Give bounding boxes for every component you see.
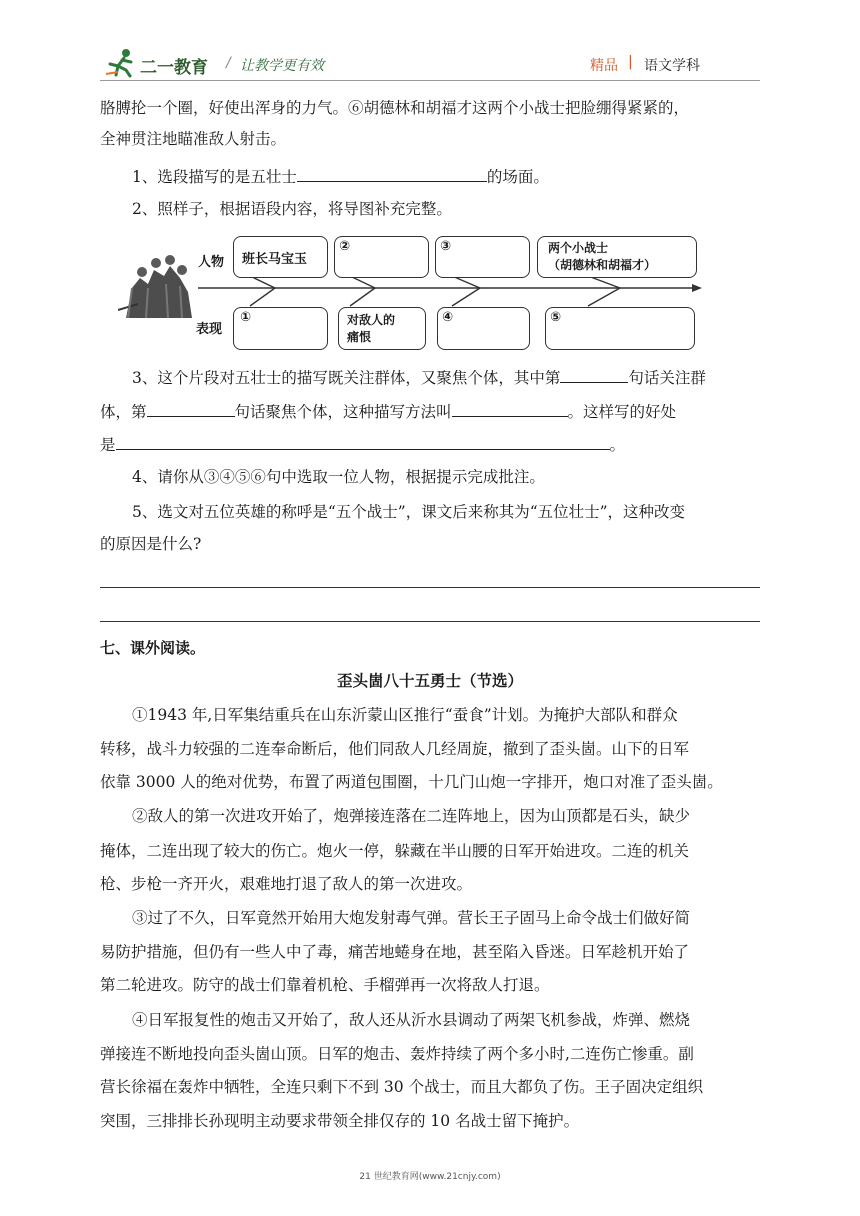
question-3-text: 句话关注群: [628, 369, 706, 387]
logo-icon: [104, 48, 138, 78]
intro-line-2: 全神贯注地瞄准敌人射击。: [100, 130, 287, 148]
answer-blank[interactable]: [297, 165, 487, 182]
passage-line: 掩体，二连出现了较大的伤亡。炮火一停，躲藏在半山腰的日军开始进攻。二连的机关: [100, 842, 690, 860]
question-4: 4、请你从③④⑤⑥句中选取一位人物，根据提示完成批注。: [132, 468, 545, 486]
question-3-text: 是: [100, 436, 116, 454]
passage-line: 枪、步枪一齐开火，艰难地打退了敌人的第一次进攻。: [100, 875, 473, 893]
logo-text: 二一教育: [140, 58, 208, 78]
answer-line-2[interactable]: [100, 621, 760, 622]
question-5-line-1: 5、选文对五位英雄的称呼是“五个战士”，课文后来称其为“五位壮士”，这种改变: [132, 503, 686, 521]
passage-title: 歪头崮八十五勇士（节选）: [336, 672, 523, 690]
section-heading: 七、课外阅读。: [100, 639, 206, 657]
question-3-text: 3、这个片段对五壮士的描写既关注群体，又聚焦个体，其中第: [132, 369, 561, 387]
answer-blank[interactable]: [452, 400, 568, 417]
answer-blank[interactable]: [560, 366, 628, 383]
footer: 21 世纪教育网(www.21cnjy.com): [359, 1172, 501, 1182]
question-3-text: 体，第: [100, 403, 147, 421]
question-3-line-3: [100, 433, 625, 456]
box-bottom-1[interactable]: ①: [233, 307, 328, 350]
passage-line: 突围，三排排长孙现明主动要求带领全排仅存的 10 名战士留下掩护。: [100, 1112, 580, 1130]
passage-line: ②敌人的第一次进攻开始了，炮弹接连落在二连阵地上，因为山顶都是石头，缺少: [132, 807, 691, 825]
box-bottom-4[interactable]: ⑤: [545, 307, 695, 350]
header-rule: [100, 80, 760, 81]
question-3-text: 。: [609, 436, 626, 454]
label-behavior: 表现: [196, 322, 223, 337]
box-top-1: 班长马宝玉: [233, 236, 328, 278]
soldiers-image: [118, 248, 196, 322]
question-2: 2、照样子，根据语段内容，将导图补充完整。: [132, 200, 452, 218]
box-top-3[interactable]: ③: [435, 236, 530, 278]
box-bottom-3[interactable]: ④: [437, 307, 530, 350]
passage-line: 转移，战斗力较强的二连奉命断后，他们同敌人几经周旋，撤到了歪头崮。山下的日军: [100, 740, 690, 758]
box-top-2[interactable]: ②: [334, 236, 429, 278]
passage-line: 易防护措施，但仍有一些人中了毒，痛苦地蜷身在地，甚至陷入昏迷。日军趁机开始了: [100, 943, 690, 961]
answer-blank[interactable]: [116, 433, 610, 450]
tag-separator: |: [628, 54, 633, 70]
passage-line: 营长徐福在轰炸中牺牲，全连只剩下不到 30 个战士，而且大都负了伤。王子固决定组织: [100, 1078, 704, 1096]
passage-line: ①1943 年,日军集结重兵在山东沂蒙山区推行“蚕食”计划。为掩护大部队和群众: [132, 706, 678, 724]
box-top-4: 两个小战士 （胡德林和胡福才）: [537, 236, 697, 278]
answer-blank[interactable]: [147, 400, 235, 417]
passage-line: ④日军报复性的炮击又开始了，敌人还从沂水县调动了两架飞机参战，炸弹、燃烧: [132, 1011, 691, 1029]
tag-subject: 语文学科: [644, 58, 700, 74]
question-1-tail: 的场面。: [486, 168, 549, 186]
question-3-line-1: [132, 366, 706, 389]
question-1-text: 1、选段描写的是五壮士: [132, 168, 297, 186]
question-1: [132, 165, 549, 188]
tag-quality: 精品: [590, 58, 618, 74]
passage-line: 依靠 3000 人的绝对优势，布置了两道包围圈，十几门山炮一字排开，炮口对准了歪头崮。: [100, 773, 723, 791]
passage-line: 第二轮进攻。防守的战士们靠着机枪、手榴弹再一次将敌人打退。: [100, 976, 550, 994]
box-bottom-2: 对敌人的 痛恨: [338, 307, 426, 350]
header-divider: /: [226, 55, 231, 71]
passage-line: 弹接连不断地投向歪头崮山顶。日军的炮击、轰炸持续了两个多小时,二连伤亡惨重。副: [100, 1045, 694, 1063]
label-people: 人物: [198, 255, 225, 270]
question-3-line-2: [100, 400, 676, 423]
question-5-line-2: 的原因是什么?: [100, 535, 202, 553]
passage-line: ③过了不久，日军竟然开始用大炮发射毒气弹。营长王子固马上命令战士们做好简: [132, 909, 691, 927]
question-3-text: 。这样写的好处: [567, 403, 677, 421]
slogan: 让教学更有效: [240, 58, 324, 74]
answer-line-1[interactable]: [100, 587, 760, 588]
question-3-text: 句话聚焦个体，这种描写方法叫: [234, 403, 452, 421]
intro-line-1: 胳膊抡一个圈，好使出浑身的力气。⑥胡德林和胡福才这两个小战士把脸绷得紧紧的，: [100, 99, 690, 117]
